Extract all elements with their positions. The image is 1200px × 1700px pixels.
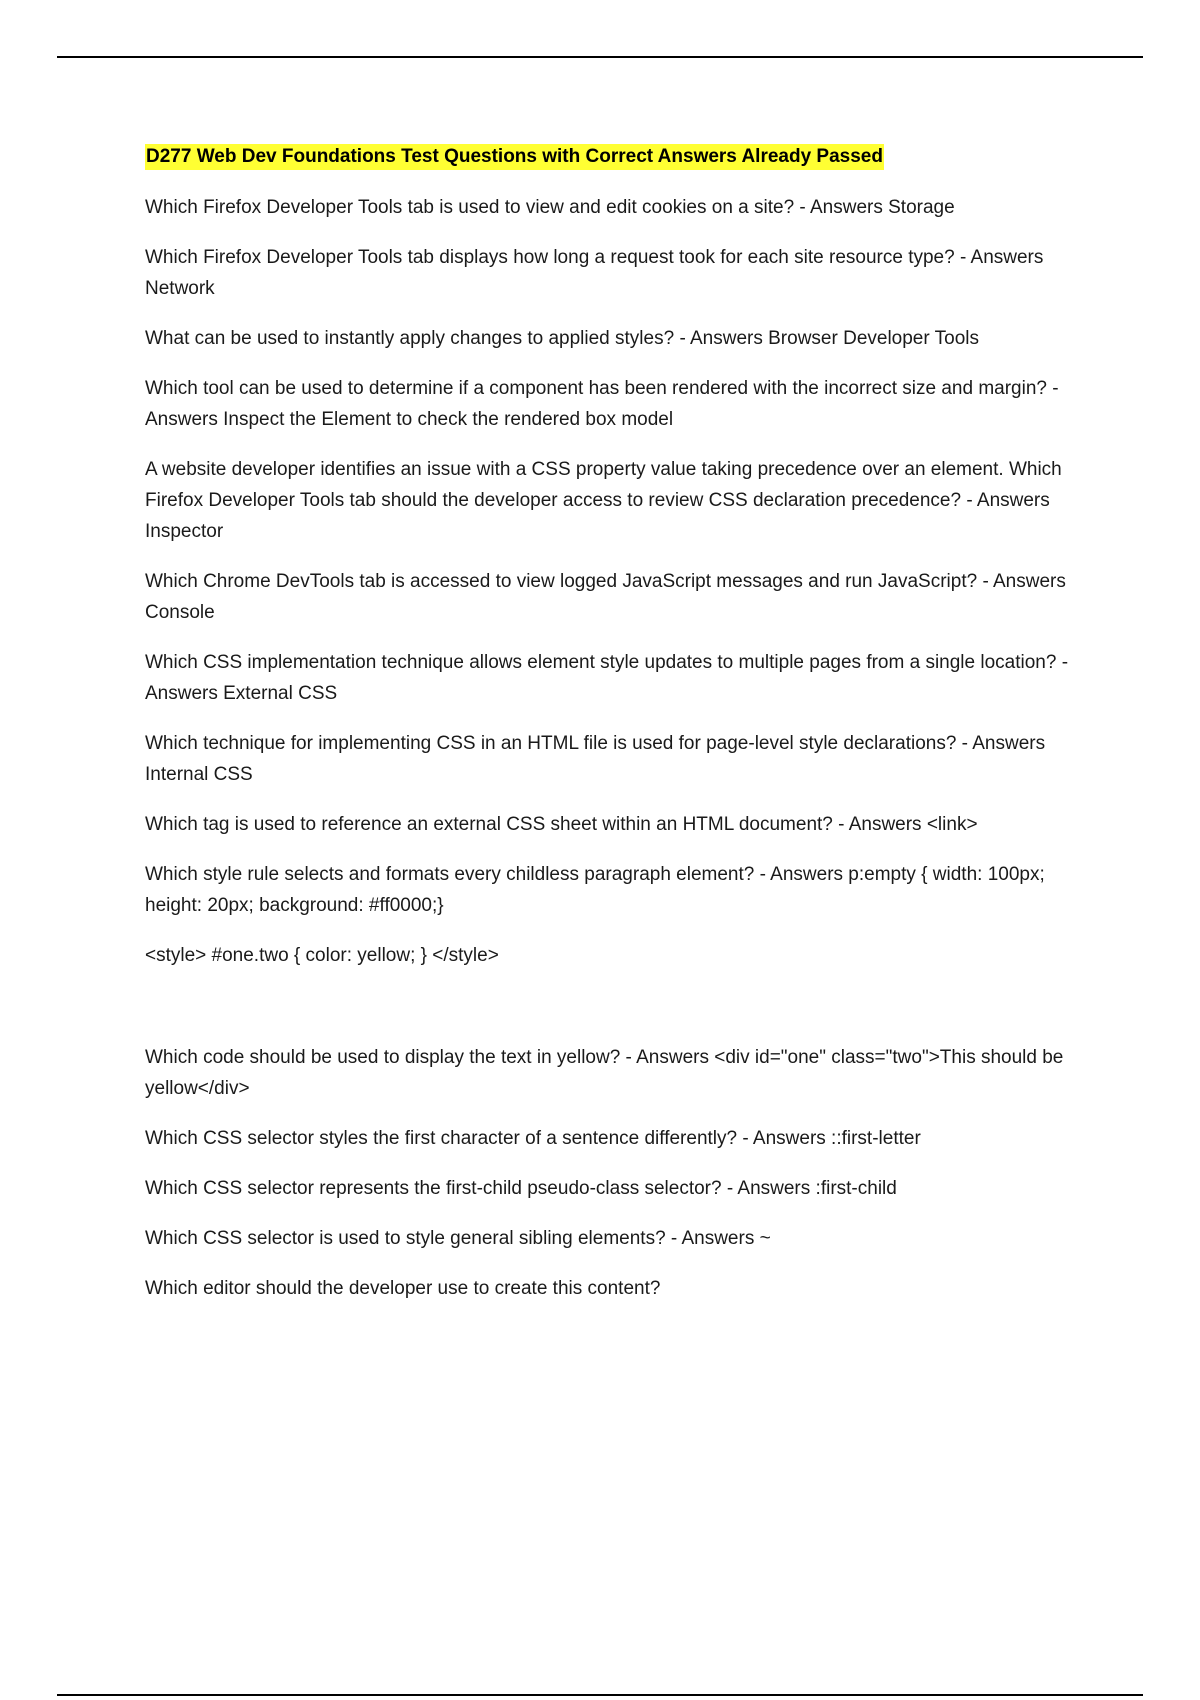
qa-item: Which tool can be used to determine if a component has been rendered with the incorrect size and margin? - Answers Inspect the Element to check the rendered box model	[145, 378, 1063, 430]
qa-item: Which style rule selects and formats every childless paragraph element? - Answers p:empty { width: 100px; height: 20px; background: #ff0000;}	[145, 864, 1051, 916]
qa-item: Which CSS selector represents the first-child pseudo-class selector? - Answers :first-child	[145, 1178, 897, 1199]
qa-item: Which CSS selector styles the first character of a sentence differently? - Answers ::first-letter	[145, 1128, 921, 1149]
qa-item: A website developer identifies an issue with a CSS property value taking precedence over an element. Which Firefox Developer Tools tab should the developer access to review CSS declaration precedence? - Answers Inspector	[145, 459, 1068, 542]
qa-item: Which CSS implementation technique allows element style updates to multiple pages from a single location? - Answers External CSS	[145, 652, 1073, 704]
qa-item: Which technique for implementing CSS in an HTML file is used for page-level style declarations? - Answers Internal CSS	[145, 733, 1051, 785]
document-body	[145, 144, 1095, 1323]
qa-item: Which Firefox Developer Tools tab displays how long a request took for each site resource type? - Answers Network	[145, 247, 1049, 299]
qa-item: Which CSS selector is used to style general sibling elements? - Answers ~	[145, 1228, 771, 1249]
blank-gap	[145, 990, 1095, 1042]
code-snippet: <style> #one.two { color: yellow; } </style>	[145, 945, 499, 966]
qa-item: What can be used to instantly apply changes to applied styles? - Answers Browser Developer Tools	[145, 328, 979, 349]
document-title-wrap	[145, 144, 1095, 192]
qa-item: Which editor should the developer use to create this content?	[145, 1278, 661, 1299]
qa-item: Which Chrome DevTools tab is accessed to view logged JavaScript messages and run JavaScript? - Answers Console	[145, 571, 1072, 623]
top-rule	[57, 56, 1143, 58]
bottom-rule	[57, 1694, 1143, 1696]
qa-item: Which code should be used to display the text in yellow? - Answers <div id="one" class="two">This should be yellow</div>	[145, 1047, 1069, 1099]
qa-item: Which Firefox Developer Tools tab is used to view and edit cookies on a site? - Answers Storage	[145, 197, 955, 218]
document-title: D277 Web Dev Foundations Test Questions with Correct Answers Already Passed	[145, 144, 884, 170]
qa-item: Which tag is used to reference an external CSS sheet within an HTML document? - Answers <link>	[145, 814, 978, 835]
